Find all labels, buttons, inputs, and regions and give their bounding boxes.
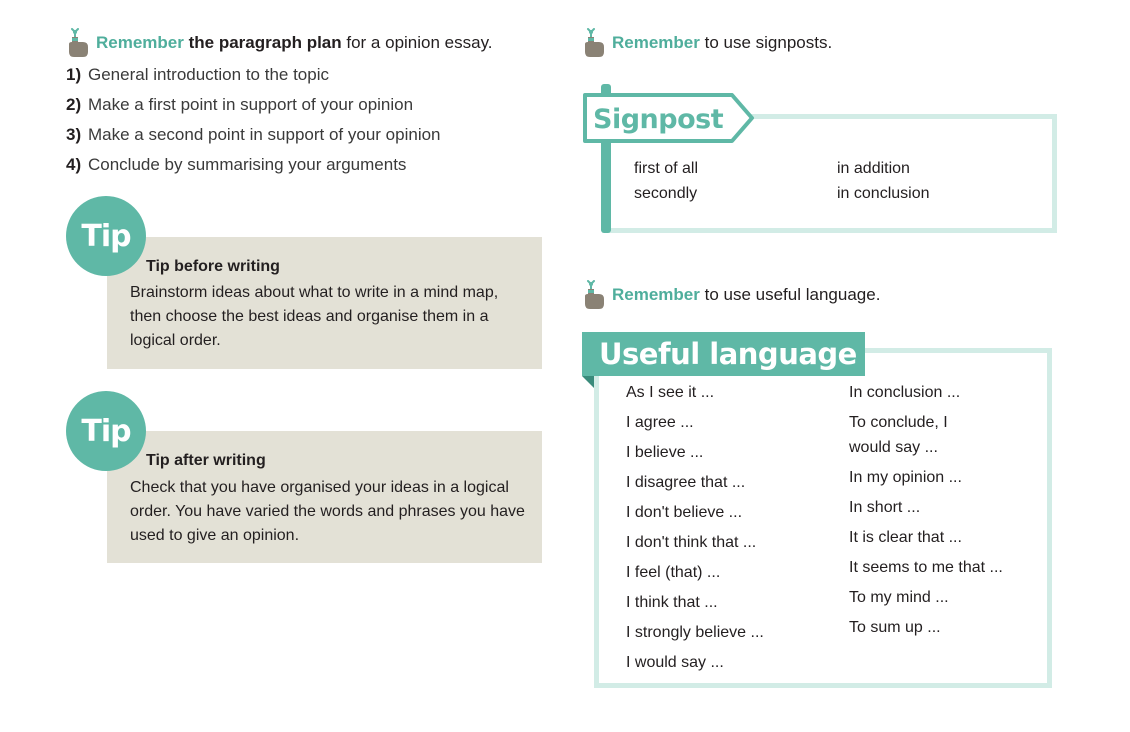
list-item: I strongly believe ... (626, 624, 764, 641)
plan-remember-text: for a opinion essay. (346, 33, 493, 52)
plan-remember-heading (66, 28, 493, 58)
paragraph-plan-list (66, 63, 441, 183)
tip-after-title: Tip after writing (146, 452, 266, 469)
list-item: In my opinion ... (849, 469, 962, 486)
tip-badge: Tip (66, 196, 146, 276)
list-item: I would say ... (626, 654, 724, 671)
useful-language-column-1 (626, 381, 764, 681)
list-item: 1) General introduction to the topic (66, 65, 329, 84)
signpost-word: first of all (634, 160, 699, 177)
list-item: 2) Make a first point in support of your opinion (66, 95, 414, 114)
list-item: 3) Make a second point in support of your opinion (66, 125, 441, 144)
useful-remember-text: to use useful language. (704, 285, 881, 304)
list-item: To conclude, I (849, 414, 948, 431)
plan-remember-bold: the paragraph plan (188, 33, 342, 52)
list-item: I disagree that ... (626, 474, 746, 491)
list-item: It seems to me that ... (849, 559, 1003, 576)
list-item: 4) Conclude by summarising your arguments (66, 155, 407, 174)
signpost-word: in addition (837, 160, 910, 177)
list-item: would say ... (849, 439, 938, 456)
tip-before-text: Brainstorm ideas about what to write in a mind map, then choose the best ideas and organise them in a logical order. (130, 284, 499, 349)
useful-language-title: Useful language (582, 332, 865, 376)
list-item: I agree ... (626, 414, 694, 431)
tip-badge: Tip (66, 391, 146, 471)
remember-keyword: Remember (612, 285, 700, 304)
list-item: To sum up ... (849, 619, 941, 636)
list-item: In short ... (849, 499, 921, 516)
useful-remember-heading (582, 280, 880, 310)
remember-keyword: Remember (612, 33, 700, 52)
tip-before-title: Tip before writing (146, 258, 280, 275)
list-item: In conclusion ... (849, 384, 961, 401)
list-item: I don't believe ... (626, 504, 743, 521)
list-item: As I see it ... (626, 384, 715, 401)
signpost-word: in conclusion (837, 185, 930, 202)
signpost-title: Signpost (593, 104, 724, 135)
finger-with-string-icon (582, 28, 608, 58)
list-item: I think that ... (626, 594, 718, 611)
finger-with-string-icon (66, 28, 92, 58)
banner-fold (582, 376, 594, 388)
list-item: I don't think that ... (626, 534, 757, 551)
list-item: To my mind ... (849, 589, 949, 606)
useful-language-column-2 (849, 381, 1003, 646)
remember-keyword: Remember (96, 33, 184, 52)
tip-after-text: Check that you have organised your ideas in a logical order. You have varied the words and phrases you have used to give an opinion. (130, 479, 525, 544)
signpost-sign (582, 92, 756, 144)
list-item: I believe ... (626, 444, 704, 461)
finger-with-string-icon (582, 280, 608, 310)
signpost-word: secondly (634, 185, 698, 202)
list-item: It is clear that ... (849, 529, 962, 546)
signpost-remember-heading (582, 28, 832, 58)
signpost-remember-text: to use signposts. (704, 33, 833, 52)
list-item: I feel (that) ... (626, 564, 721, 581)
